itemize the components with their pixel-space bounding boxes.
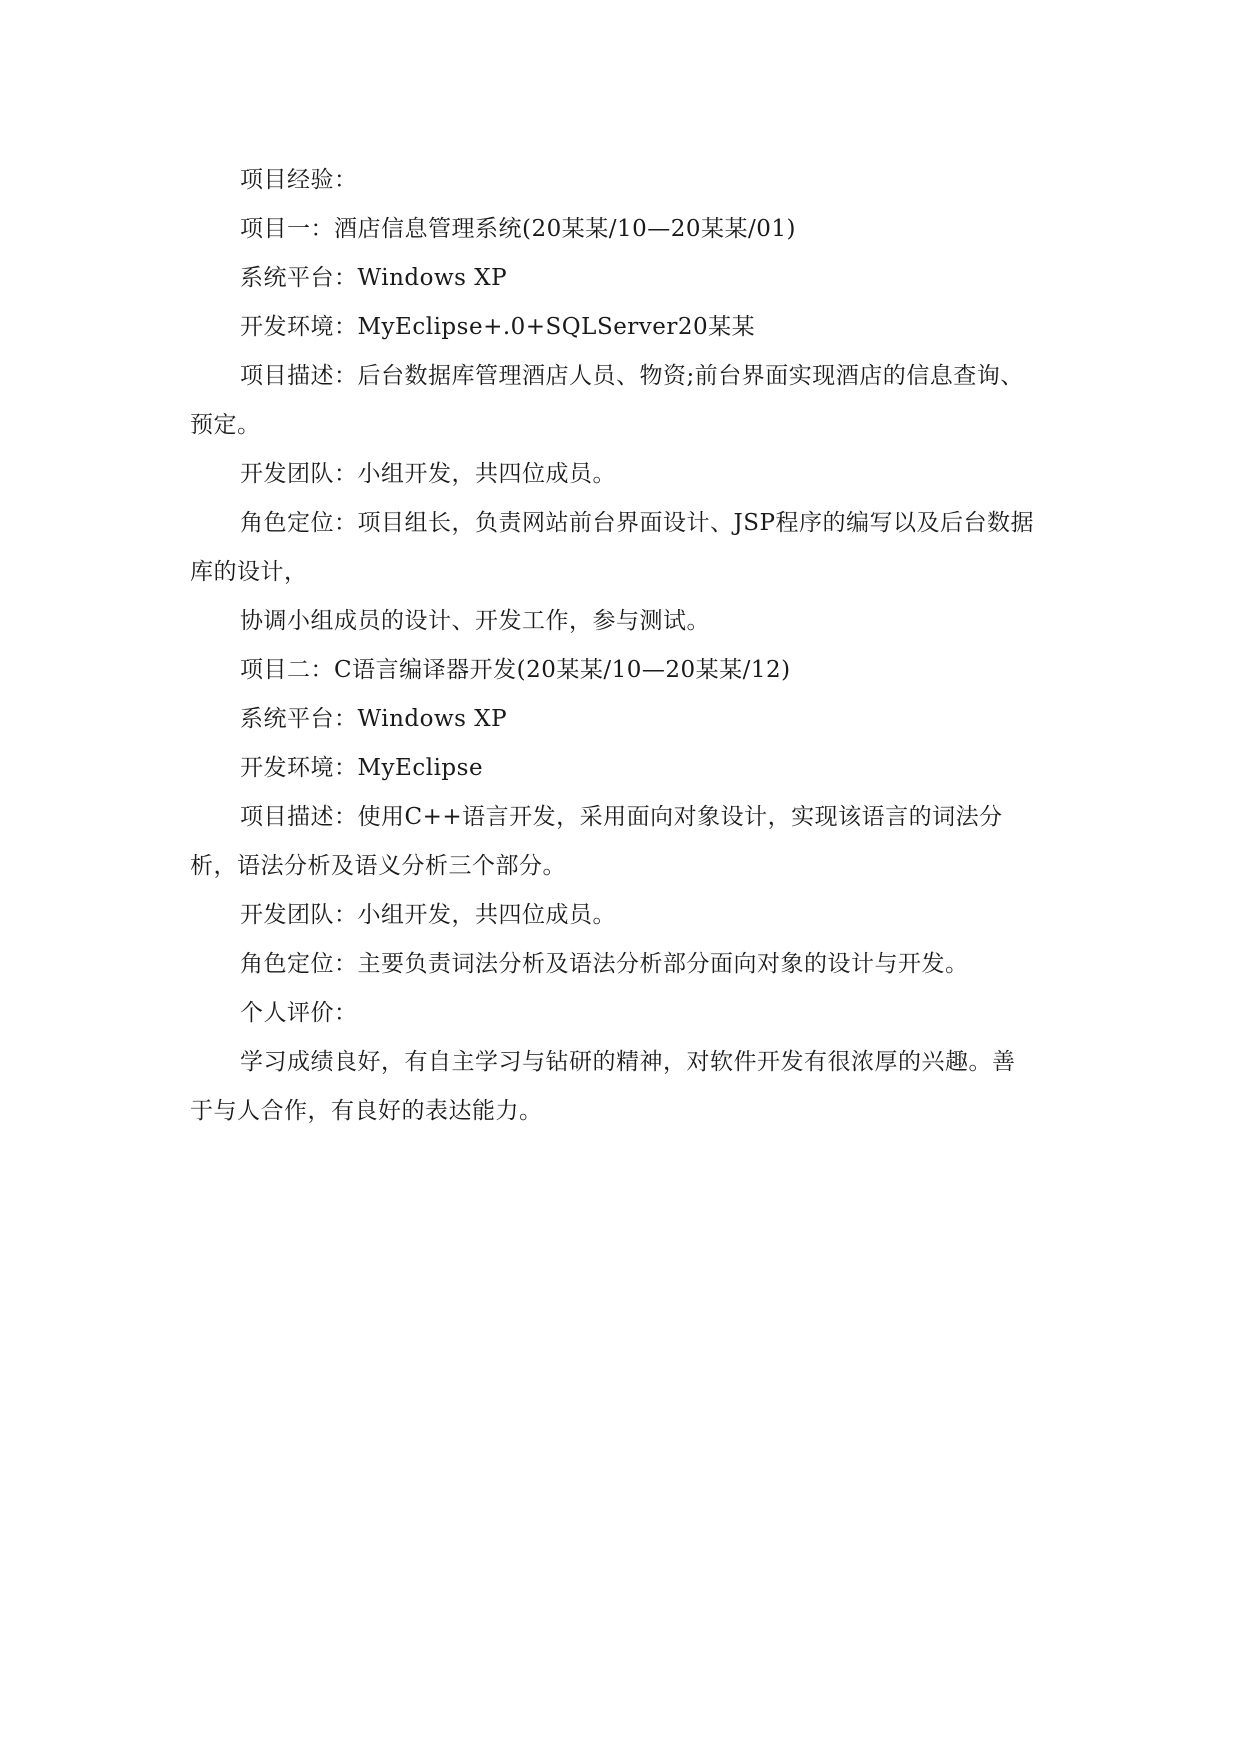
project-two-role: 角色定位：主要负责词法分析及语法分析部分面向对象的设计与开发。 <box>240 951 969 977</box>
section-heading-self-evaluation: 个人评价： <box>240 1000 358 1026</box>
project-one-platform: 系统平台：Windows XP <box>240 265 508 291</box>
project-two-title: 项目二：C语言编译器开发(20某某/10—20某某/12) <box>240 657 791 683</box>
project-two-description: 项目描述：使用C++语言开发，采用面向对象设计，实现该语言的词法分析，语法分析及语义分析三个部分。 <box>190 804 1003 879</box>
section-heading-project-experience: 项目经验： <box>240 167 358 193</box>
project-one-team: 开发团队：小组开发，共四位成员。 <box>240 461 616 487</box>
project-one-role-continued: 协调小组成员的设计、开发工作，参与测试。 <box>240 608 710 634</box>
project-one-description: 项目描述：后台数据库管理酒店人员、物资;前台界面实现酒店的信息查询、预定。 <box>190 363 1024 438</box>
document-body <box>190 156 1036 1136</box>
project-two-team: 开发团队：小组开发，共四位成员。 <box>240 902 616 928</box>
self-evaluation-text: 学习成绩良好，有自主学习与钻研的精神，对软件开发有很浓厚的兴趣。善于与人合作，有良好的表达能力。 <box>190 1049 1016 1124</box>
project-two-environment: 开发环境：MyEclipse <box>240 755 484 781</box>
project-one-title: 项目一：酒店信息管理系统(20某某/10—20某某/01) <box>240 216 797 242</box>
project-one-role: 角色定位：项目组长，负责网站前台界面设计、JSP程序的编写以及后台数据库的设计， <box>190 510 1034 585</box>
project-one-environment: 开发环境：MyEclipse+.0+SQLServer20某某 <box>240 314 756 340</box>
project-two-platform: 系统平台：Windows XP <box>240 706 508 732</box>
